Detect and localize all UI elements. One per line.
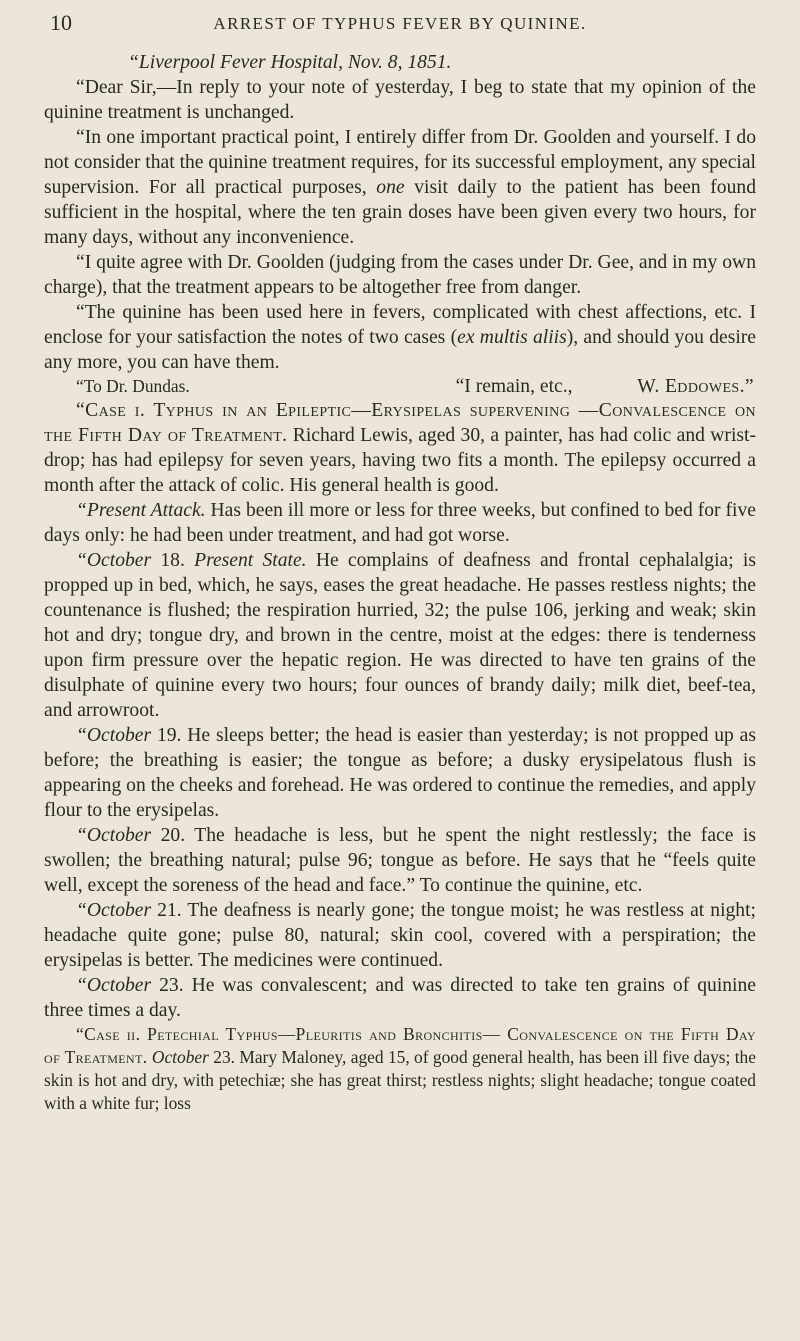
running-header (44, 4, 756, 50)
letter-paragraph-4: “The quinine has been used here in fevers, complicated with chest affections, etc. I enclose for your satisfaction the notes of two cases (ex multis aliis), and should you desire any more, you can have them. (44, 302, 756, 373)
letter-closing-block (456, 375, 754, 398)
case-1-october-21: “October 21. The deafness is nearly gone; the tongue moist; he was restless at night; headache quite gone; pulse 80, natural; skin cool, covered with a perspiration; the erysipelas is better. The medicines were continued. (44, 900, 756, 971)
case-1-heading: “Case i. Typhus in an Epileptic—Erysipelas supervening —Convalescence on the Fifth Day of Treatment. (44, 400, 756, 446)
case-1-october-20: “October 20. The headache is less, but he spent the night restlessly; the face is swollen; the breathing natural; pulse 96; tongue as before. He says that he “feels quite well, except the soreness of the head and face.” To continue the quinine, etc. (44, 825, 756, 896)
letter-dateline: “Liverpool Fever Hospital, Nov. 8, 1851. (128, 52, 452, 73)
letter-closing: “I remain, etc., (455, 376, 573, 397)
running-title: ARREST OF TYPHUS FEVER BY QUININE. (213, 14, 587, 33)
page-number: 10 (50, 10, 72, 35)
letter-paragraph-2: “In one important practical point, I entirely differ from Dr. Goolden and yourself. I do not consider that the quinine treatment requires, for its successful employment, any special supervision. For all practical purposes, one visit daily to the patient has been found sufficient in the hospital, where the ten grain doses have been given every two hours, for many days, without any inconvenience. (44, 127, 756, 248)
letter-addressee: “To Dr. Dundas. (76, 376, 190, 396)
letter-signature: W. Eddowes.” (637, 376, 754, 397)
case-1-october-19: “October 19. He sleeps better; the head is easier than yesterday; is not propped up as before; the breathing is easier; the tongue as before; a dusky erysipelatous flush is appearing on the cheeks and forehead. He was ordered to continue the remedies, and apply flour to the erysipelas. (44, 725, 756, 821)
case-1-october-23: “October 23. He was convalescent; and was directed to take ten grains of quinine three times a day. (44, 975, 756, 1021)
case-1-october-18: “October 18. Present State. He complains of deafness and frontal cephalalgia; is propped up in bed, which, he says, eases the great headache. He passes restless nights; the countenance is flushed; the respiration hurried, 32; the pulse 106, jerking and weak; skin hot and dry; tongue dry, and brown in the centre, moist at the edges: there is tenderness upon firm pressure over the hepatic region. He was directed to have ten grains of the disulphate of quinine every two hours; four ounces of brandy daily; milk diet, beef-tea, and arrowroot. (44, 550, 756, 721)
letter-signoff (44, 375, 756, 398)
letter-paragraph-1: “Dear Sir,—In reply to your note of yesterday, I beg to state that my opinion of the quinine treatment is unchanged. (44, 77, 756, 123)
case-1-paragraph: “Case i. Typhus in an Epileptic—Erysipelas supervening —Convalescence on the Fifth Day of Treatment. Richard Lewis, aged 30, a painter, has had colic and wrist-drop; has had epilepsy for seven years, having two fits a month. The epilepsy occurred a month after the attack of colic. His general health is good. (44, 400, 756, 496)
case-2-heading: “Case ii. Petechial Typhus—Pleuritis and Bronchitis— Convalescence on the Fifth Day of Treatment. (44, 1024, 756, 1067)
case-2-paragraph: “Case ii. Petechial Typhus—Pleuritis and Bronchitis— Convalescence on the Fifth Day of Treatment. October 23. Mary Maloney, aged 15, of good general health, has been ill five days; the skin is hot and dry, with petechiæ; she has great thirst; restless nights; slight headache; tongue coated with a white fur; loss (44, 1024, 756, 1113)
letter-paragraph-3: “I quite agree with Dr. Goolden (judging from the cases under Dr. Gee, and in my own charge), that the treatment appears to be altogether free from danger. (44, 252, 756, 298)
page-body (44, 50, 756, 1115)
case-1-present-attack: “Present Attack. Has been ill more or less for three weeks, but confined to bed for five days only: he had been under treatment, and had got worse. (44, 500, 756, 546)
